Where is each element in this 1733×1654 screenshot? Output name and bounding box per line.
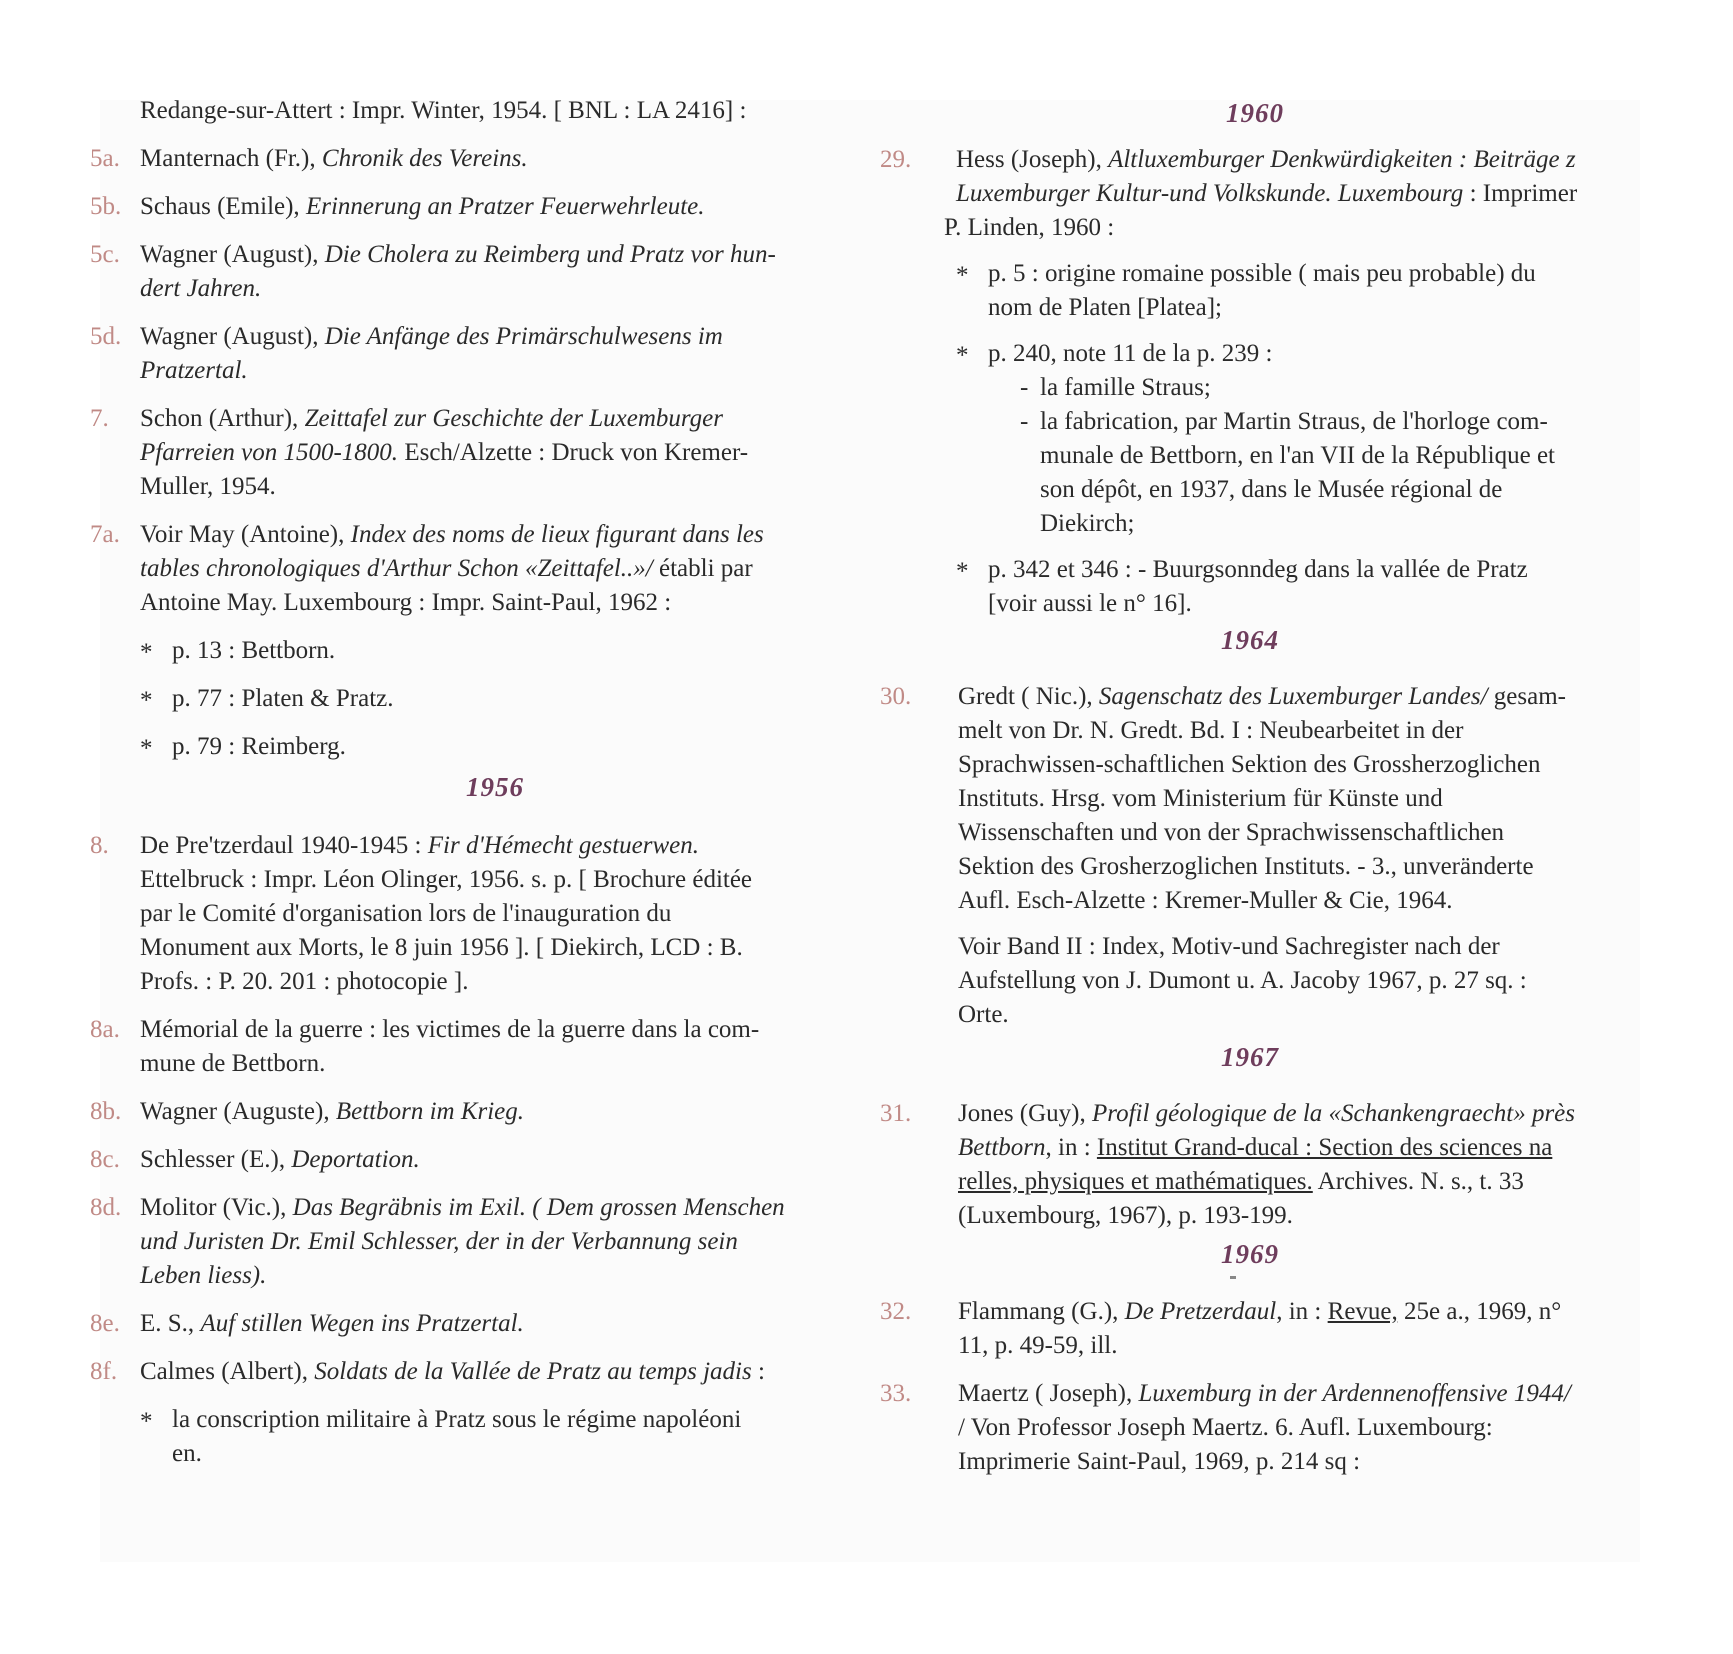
imprint: Antoine May. Luxembourg : Impr. Saint-Paul, 1962 : (140, 589, 672, 616)
text-line: 11, p. 49-59, ill. (958, 1332, 1118, 1359)
speck (1230, 1276, 1236, 1279)
bullet-item: * p. 240, note 11 de la p. 239 : (956, 340, 1273, 369)
text-line: Imprimerie Saint-Paul, 1969, p. 214 sq : (958, 1448, 1361, 1475)
text-line: Profs. : P. 20. 201 : photocopie ]. (140, 968, 469, 995)
author: E. S., (140, 1310, 201, 1337)
title-cont: Pratzertal. (140, 357, 248, 384)
year-heading-1969: 1969 (1221, 1239, 1279, 1269)
title-cont: und Juristen Dr. Emil Schlesser, der in der Verbannung sein (140, 1228, 738, 1255)
title: Die Cholera zu Reimberg und Pratz vor hun- (324, 241, 776, 268)
entry-30 (880, 680, 1660, 1032)
entry-number: 8a. (90, 1016, 120, 1043)
imprint: : Imprimer (1463, 180, 1578, 207)
scanned-page (90, 97, 1640, 1562)
entry-number: 5c. (90, 241, 120, 268)
text-line: Wissenschaften und von der Sprachwissenschaftlichen (958, 819, 1505, 846)
entry-28a (90, 1013, 860, 1081)
author: Schlesser (E.), (140, 1146, 292, 1173)
entry-31 (880, 1097, 1660, 1233)
dash-item: - la famille Straus; (1020, 374, 1211, 401)
title-cont: dert Jahren. (140, 275, 262, 302)
imprint: Esch/Alzette : Druck von Kremer- (398, 439, 749, 466)
title: Erinnerung an Pratzer Feuerwehrleute. (305, 193, 705, 220)
entry-32 (880, 1295, 1660, 1363)
text-line: (Luxembourg, 1967), p. 193-199. (958, 1202, 1293, 1229)
title: Index des noms de lieux figurant dans les (350, 521, 764, 548)
title: Profil géologique de la «Schankengraecht» près (1092, 1100, 1576, 1127)
entry-number: 29. (880, 146, 912, 173)
year-heading-1964: 1964 (1221, 625, 1279, 655)
year-heading-1960: 1960 (1226, 98, 1284, 128)
entry-number: 7. (90, 405, 109, 432)
title: Soldats de la Vallée de Pratz au temps jadis (314, 1358, 752, 1385)
author: Calmes (Albert), (140, 1358, 315, 1385)
author: Wagner (August), (140, 241, 325, 268)
entry-number: 5b. (90, 193, 122, 220)
punct: : (751, 1358, 765, 1385)
entry-28b (90, 1095, 860, 1129)
author: Schaus (Emile), (140, 193, 306, 220)
author: Jones (Guy), (958, 1100, 1093, 1127)
entry-number: 5a. (90, 145, 120, 172)
text-line: Sektion des Grosherzoglichen Instituts. - 3., unveränderte (958, 853, 1534, 880)
author: Voir May (Antoine), (140, 521, 351, 548)
text-line: Mémorial de la guerre : les victimes de la guerre dans la com- (140, 1016, 760, 1043)
text: gesam- (1487, 683, 1566, 710)
author: Wagner (Auguste), (140, 1098, 336, 1125)
entry-33 (880, 1377, 1660, 1479)
series-title-cont: relles, physiques et mathématiques. (958, 1168, 1313, 1195)
text-line: melt von Dr. N. Gredt. Bd. I : Neubearbeitet in der (958, 717, 1464, 744)
author: Maertz ( Joseph), (958, 1380, 1139, 1407)
entry-25b (90, 190, 860, 224)
author: Molitor (Vic.), (140, 1194, 293, 1221)
author: Schon (Arthur), (140, 405, 305, 432)
entry-number: 8f. (90, 1358, 118, 1385)
author: Manternach (Fr.), (140, 145, 322, 172)
note: établi par (652, 555, 753, 582)
dash-item: - la fabrication, par Martin Straus, de l'horloge com- munale de Bettborn, en l'an VII de la République et son dépôt, en 1937, dans le Musée régional de Diekirch; (1020, 408, 1556, 537)
author: Hess (Joseph), (956, 146, 1109, 173)
entry-number: 8e. (90, 1310, 120, 1337)
entry-text: Redange-sur-Attert : Impr. Winter, 1954. [ BNL : LA 2416] : (140, 97, 747, 124)
title: Fir d'Hémecht gestuerwen. (427, 832, 700, 859)
entry-28d (90, 1191, 860, 1293)
author: Wagner (August), (140, 323, 325, 350)
title: Die Anfänge des Primärschulwesens im (324, 323, 723, 350)
entry-continuation (90, 94, 860, 128)
text-line: Ettelbruck : Impr. Léon Olinger, 1956. s. p. [ Brochure éditée (140, 866, 753, 893)
text: , in : (1045, 1134, 1097, 1161)
title: Luxemburg in der Ardennenoffensive 1944/ (1138, 1380, 1571, 1407)
entry-25d (90, 320, 860, 388)
title-cont: Pfarreien von 1500-1800. (140, 439, 399, 466)
title-cont: Leben liess). (140, 1262, 267, 1289)
bullet-item: * la conscription militaire à Pratz sous le régime napoléoni en. (140, 1406, 742, 1467)
bullet-item: * p. 5 : origine romaine possible ( mais peu probable) du nom de Platen [Platea]; (956, 260, 1536, 321)
bullet-item: * p. 77 : Platen & Pratz. (140, 685, 394, 714)
text: 25e a., 1969, n° (1397, 1298, 1562, 1325)
text-line: / Von Professor Joseph Maertz. 6. Aufl. Luxembourg: (958, 1414, 1493, 1441)
bullet-item: * p. 13 : Bettborn. (140, 637, 336, 666)
imprint-cont: Muller, 1954. (140, 473, 276, 500)
entry-number: 33. (880, 1380, 912, 1407)
year-heading-1956: 1956 (466, 772, 524, 802)
title: Sagenschatz des Luxemburger Landes/ (1098, 683, 1488, 710)
text-line: Instituts. Hrsg. vom Ministerium für Künste und (958, 785, 1443, 812)
text: , in : (1276, 1298, 1328, 1325)
title: Deportation. (291, 1146, 420, 1173)
title: Chronik des Vereins. (321, 145, 528, 172)
bullet-item: * p. 342 et 346 : - Buurgsonndeg dans la vallée de Pratz [voir aussi le n° 16]. (956, 556, 1528, 617)
entry-27a (90, 518, 860, 764)
text-line: par le Comité d'organisation lors de l'inauguration du (140, 900, 672, 927)
author: Gredt ( Nic.), (958, 683, 1099, 710)
journal: Revue, (1327, 1298, 1398, 1325)
entry-25c (90, 238, 860, 306)
entry-number: 8d. (90, 1194, 122, 1221)
bullet-item: * p. 79 : Reimberg. (140, 733, 346, 762)
title: Zeittafel zur Geschichte der Luxemburger (304, 405, 724, 432)
title: De Pretzerdaul (1124, 1298, 1277, 1325)
entry-number: 5d. (90, 323, 122, 350)
entry-number: 8. (90, 832, 109, 859)
title-cont: Luxemburger Kultur-und Volkskunde. Luxembourg (956, 180, 1464, 207)
text-line: Orte. (958, 1001, 1009, 1028)
title: Das Begräbnis im Exil. ( Dem grossen Menschen (292, 1194, 785, 1221)
entry-number: 8c. (90, 1146, 120, 1173)
entry-number: 31. (880, 1100, 912, 1127)
entry-number: 30. (880, 683, 912, 710)
entry-number: 7a. (90, 521, 120, 548)
text-line: Aufl. Esch-Alzette : Kremer-Muller & Cie, 1964. (958, 887, 1453, 914)
title: Altluxemburger Denkwürdigkeiten : Beiträge z (1108, 146, 1576, 173)
year-heading-1967: 1967 (1221, 1042, 1279, 1072)
entry-number: 32. (880, 1298, 912, 1325)
right-column (880, 100, 1660, 1479)
text-line: Sprachwissen-schaftlichen Sektion des Grossherzoglichen (958, 751, 1541, 778)
entry-28 (90, 829, 860, 999)
text-line: Aufstellung von J. Dumont u. A. Jacoby 1967, p. 27 sq. : (958, 967, 1527, 994)
title: Bettborn im Krieg. (335, 1098, 525, 1125)
title-cont: Bettborn (958, 1134, 1046, 1161)
entry-number: 8b. (90, 1098, 122, 1125)
entry-29 (880, 143, 1660, 621)
entry-25a (90, 142, 860, 176)
author: De Pre'tzerdaul 1940-1945 : (140, 832, 428, 859)
text-line: mune de Bettborn. (140, 1050, 326, 1077)
text: Archives. N. s., t. 33 (1312, 1168, 1524, 1195)
entry-28c (90, 1143, 860, 1177)
series-title: Institut Grand-ducal : Section des sciences na (1096, 1134, 1553, 1161)
entry-27 (90, 402, 860, 504)
entry-28f (90, 1355, 860, 1471)
title: Auf stillen Wegen ins Pratzertal. (200, 1310, 524, 1337)
author: Flammang (G.), (958, 1298, 1125, 1325)
title-cont: tables chronologiques d'Arthur Schon «Zeittafel..»/ (140, 555, 653, 582)
text-line: Monument aux Morts, le 8 juin 1956 ]. [ Diekirch, LCD : B. (140, 934, 743, 961)
text-line: Voir Band II : Index, Motiv-und Sachregister nach der (958, 933, 1500, 960)
left-column (90, 97, 860, 1471)
imprint-cont: P. Linden, 1960 : (944, 214, 1115, 241)
entry-28e (90, 1307, 860, 1341)
